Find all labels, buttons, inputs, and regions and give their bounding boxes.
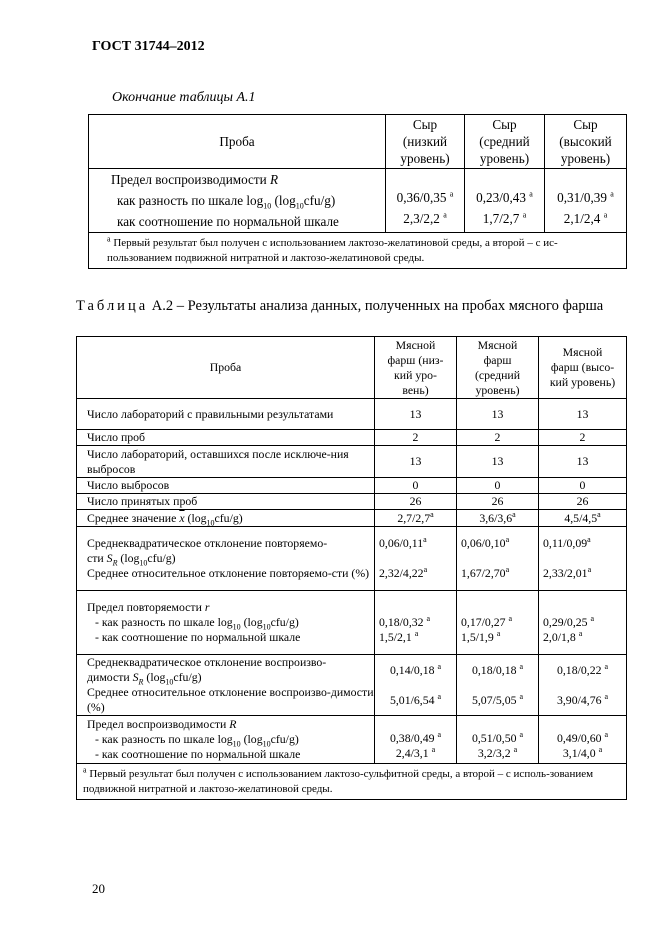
table2-row-samples: Число проб	[77, 430, 375, 446]
table2-cell: 13	[375, 399, 457, 430]
table1-header-low: Сыр (низкий уровень)	[386, 115, 465, 169]
document-header: ГОСТ 31744–2012	[92, 39, 205, 54]
table2-cell: 2	[539, 430, 627, 446]
table2-cell: 0,18/0,32 $^a$ 1,5/2,1 $^a$	[375, 591, 457, 655]
table2-cell: 2,7/2,7$^a$	[375, 510, 457, 527]
table2-cell: 0,06/0,11$^a$ 2,32/4,22$^a$	[375, 527, 457, 591]
table1-row-ratio: как соотношение по нормальной шкале	[117, 214, 339, 229]
table2-cell: 0,18/0,18 $^a$ 5,07/5,05 $^a$	[457, 655, 539, 716]
table2-cell: 0	[375, 478, 457, 494]
table2-row-labs-correct: Число лабораторий с правильными результатами	[77, 399, 375, 430]
table1-col-label: Проба	[89, 115, 386, 169]
table2-cell: 0,49/0,60 $^a$ 3,1/4,0 $^a$	[539, 716, 627, 764]
table2-cell: 0,18/0,22 $^a$ 3,90/4,76 $^a$	[539, 655, 627, 716]
table2-row-repeatability-sd: Среднеквадратическое отклонение повторяемо- сти $S_R$ $(\log_{10}cfu/g)$ Среднее относительное отклонение повторяемо-сти (%)	[77, 527, 375, 591]
table2-cell: 0,06/0,10$^a$ 1,67/2,70$^a$	[457, 527, 539, 591]
table2-cell: 13	[375, 446, 457, 478]
page-number: 20	[92, 881, 105, 896]
table1-group-label: Предел воспроизводимости R	[111, 172, 279, 187]
table2-cell: 26	[375, 494, 457, 510]
table2-cell: 26	[457, 494, 539, 510]
table2-row-accepted-samples: Число принятых проб	[77, 494, 375, 510]
table2-row-labs-after-outliers: Число лабораторий, оставшихся после исключе-ния выбросов	[77, 446, 375, 478]
table1-caption: Окончание таблицы А.1	[112, 90, 256, 105]
table2-row-repeatability-limit: Предел повторяемости r - как разность по шкале $\log_{10} (\log_{10}cfu/g)$ - как соотношение по нормальной шкале	[77, 591, 375, 655]
table2-cell: 26	[539, 494, 627, 510]
table2-header-high: Мясной фарш (высо- кий уровень)	[539, 337, 627, 399]
table2-cell: 0	[457, 478, 539, 494]
table2-cell: 0	[539, 478, 627, 494]
table2-cell: 13	[539, 399, 627, 430]
table2-cell: 13	[457, 446, 539, 478]
table2-cell: 0,51/0,50 $^a$ 3,2/3,2 $^a$	[457, 716, 539, 764]
table2-cell: 2	[375, 430, 457, 446]
table1-row-diff: как разность по шкале $\log_{10} (\log_{10}cfu/g)$	[117, 193, 336, 211]
table1-row-label	[89, 169, 386, 233]
table2-cell: 0,29/0,25 $^a$ 2,0/1,8 $^a$	[539, 591, 627, 655]
table2-row-outliers: Число выбросов	[77, 478, 375, 494]
table2-cell: 0,38/0,49 $^a$ 2,4/3,1 $^a$	[375, 716, 457, 764]
table2-cell: 0,17/0,27 $^a$ 1,5/1,9 $^a$	[457, 591, 539, 655]
table2-row-mean: Среднее значение $\overline{x}$ $(\log_{10}cfu/g)$	[77, 510, 375, 527]
table2-header-mid: Мясной фарш (средний уровень)	[457, 337, 539, 399]
table2	[76, 336, 627, 800]
table2-cell: 13	[539, 446, 627, 478]
table2-row-reproducibility-sd: Среднеквадратическое отклонение воспроизво- димости $S_R$ $(\log_{10}cfu/g)$ Среднее относительное отклонение воспроизво-димости (%)	[77, 655, 375, 716]
table1	[88, 114, 627, 269]
table2-cell: 3,6/3,6$^a$	[457, 510, 539, 527]
table1-footnote: $^a$ Первый результат был получен с использованием лактозо-желатиновой среды, а второй – с ис-пользованием подвижной нитратной и лактозо-желатиновой среды.	[89, 233, 627, 269]
table2-cell: 4,5/4,5$^a$	[539, 510, 627, 527]
table1-header-mid: Сыр (средний уровень)	[465, 115, 545, 169]
table1-values-high: 0,31/0,39 $^a$ 2,1/2,4 $^a$	[545, 169, 627, 233]
table2-footnote: $^a$ Первый результат был получен с использованием лактозо-сульфитной среды, а второй – с исполь-зованием подвижной нитратной и лактозо-желатиновой среды.	[77, 764, 627, 800]
table2-cell: 13	[457, 399, 539, 430]
table2-cell: 0,14/0,18 $^a$ 5,01/6,54 $^a$	[375, 655, 457, 716]
table2-cell: 2	[457, 430, 539, 446]
table2-cell: 0,11/0,09$^a$ 2,33/2,01$^a$	[539, 527, 627, 591]
table1-values-low: 0,36/0,35 $^a$ 2,3/2,2 $^a$	[386, 169, 465, 233]
table2-caption: Таблица А.2 – Результаты анализа данных, полученных на пробах мясного фарша	[76, 298, 604, 314]
table2-header-low: Мясной фарш (низ- кий уро- вень)	[375, 337, 457, 399]
table1-header-high: Сыр (высокий уровень)	[545, 115, 627, 169]
table2-col-label: Проба	[77, 337, 375, 399]
table2-row-reproducibility-limit: Предел воспроизводимости R - как разность по шкале $\log_{10} (\log_{10}cfu/g)$ - как соотношение по нормальной шкале	[77, 716, 375, 764]
table1-values-mid: 0,23/0,43 $^a$ 1,7/2,7 $^a$	[465, 169, 545, 233]
